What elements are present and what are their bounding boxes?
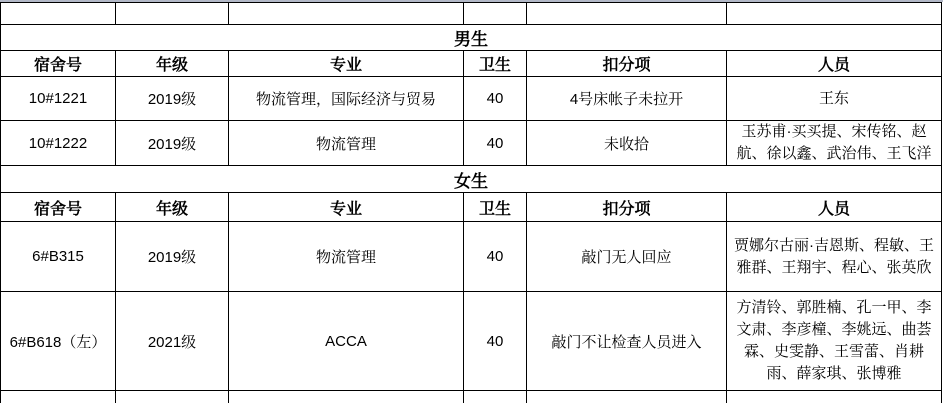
col-header-grade: 年级 [116, 193, 229, 222]
cell-hygiene: 40 [464, 222, 527, 292]
cell-deduction: 敲门不让检查人员进入 [527, 292, 727, 391]
table-row-female-2 [1, 292, 942, 391]
empty-cell [229, 3, 464, 25]
cell-major: ACCA [229, 292, 464, 391]
table-row-female-1 [1, 222, 942, 292]
section-row-male [1, 25, 942, 51]
cell-dorm: 10#1221 [1, 77, 116, 121]
cell-deduction: 4号床帐子未拉开 [527, 77, 727, 121]
empty-cell [116, 391, 229, 403]
cell-members: 贾娜尔古丽·吉恩斯、程敏、王雅群、王翔宇、程心、张英欣 [727, 222, 942, 292]
cell-major: 物流管理 [229, 222, 464, 292]
col-header-major: 专业 [229, 51, 464, 77]
empty-cell [727, 391, 942, 403]
cell-hygiene: 40 [464, 121, 527, 166]
col-header-deduction: 扣分项 [527, 51, 727, 77]
col-header-members: 人员 [727, 193, 942, 222]
section-row-female [1, 166, 942, 193]
empty-cell [464, 3, 527, 25]
empty-cell [1, 391, 116, 403]
empty-cell [727, 3, 942, 25]
cell-dorm: 6#B618（左） [1, 292, 116, 391]
cutoff-row [1, 391, 942, 403]
table-row-male-1 [1, 77, 942, 121]
col-header-dorm: 宿舍号 [1, 51, 116, 77]
header-row-male [1, 51, 942, 77]
cell-major: 物流管理，国际经济与贸易 [229, 77, 464, 121]
cell-major: 物流管理 [229, 121, 464, 166]
col-header-grade: 年级 [116, 51, 229, 77]
cell-hygiene: 40 [464, 292, 527, 391]
col-header-members: 人员 [727, 51, 942, 77]
col-header-hygiene: 卫生 [464, 51, 527, 77]
cell-grade: 2019级 [116, 121, 229, 166]
cell-dorm: 6#B315 [1, 222, 116, 292]
header-row-female [1, 193, 942, 222]
empty-cell [116, 3, 229, 25]
cell-deduction: 未收拾 [527, 121, 727, 166]
col-header-dorm: 宿舍号 [1, 193, 116, 222]
cell-grade: 2019级 [116, 77, 229, 121]
empty-cell [229, 391, 464, 403]
section-title-female: 女生 [1, 166, 942, 193]
cell-dorm: 10#1222 [1, 121, 116, 166]
empty-cell [464, 391, 527, 403]
col-header-hygiene: 卫生 [464, 193, 527, 222]
table-row-male-2 [1, 121, 942, 166]
empty-row [1, 3, 942, 25]
cell-members: 方清铃、郭胜楠、孔一甲、李文肃、李彦橦、李姚远、曲荟霖、史雯静、王雪蕾、肖耕雨、薛家琪、张博雅 [727, 292, 942, 391]
cell-deduction: 敲门无人回应 [527, 222, 727, 292]
cell-grade: 2021级 [116, 292, 229, 391]
cell-members: 王东 [727, 77, 942, 121]
empty-cell [1, 3, 116, 25]
cell-hygiene: 40 [464, 77, 527, 121]
empty-cell [527, 391, 727, 403]
col-header-deduction: 扣分项 [527, 193, 727, 222]
empty-cell [527, 3, 727, 25]
dorm-inspection-table [0, 2, 942, 403]
cell-grade: 2019级 [116, 222, 229, 292]
col-header-major: 专业 [229, 193, 464, 222]
section-title-male: 男生 [1, 25, 942, 51]
cell-members: 玉苏甫·买买提、宋传铭、赵航、徐以鑫、武治伟、王飞洋 [727, 121, 942, 166]
